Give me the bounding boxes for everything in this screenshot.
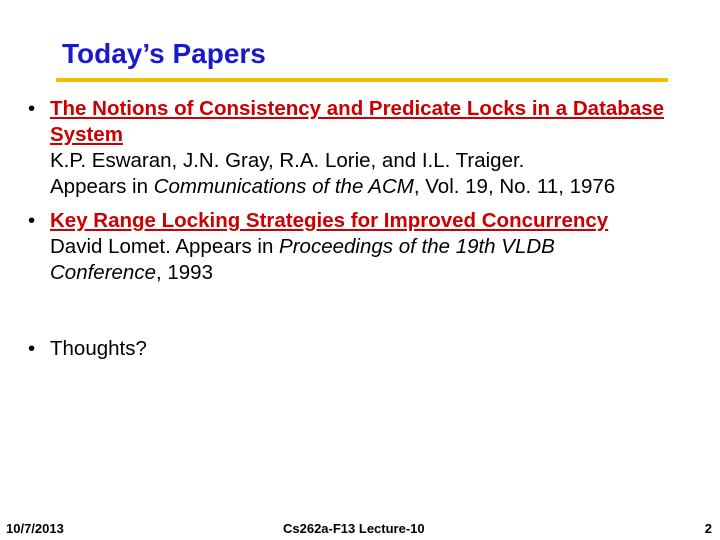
- paper-venue: Proceedings of the 19th VLDB Conference: [50, 235, 555, 284]
- paper-title-link[interactable]: The Notions of Consistency and Predicate Locks in a Database System: [50, 97, 665, 146]
- paper-authors: K.P. Eswaran, J.N. Gray, R.A. Lorie, and I.L. Traiger.: [50, 149, 525, 172]
- spacer: [28, 294, 668, 336]
- paper-details: , 1993: [155, 261, 213, 284]
- paper-bullet-1: [28, 96, 668, 200]
- paper-bullet-2: [28, 208, 668, 286]
- paper-appears-prefix: Appears in: [50, 175, 154, 198]
- paper-venue: Communications of the ACM: [153, 175, 414, 198]
- thoughts-text: Thoughts?: [50, 337, 147, 360]
- footer-page-number: 2: [704, 521, 712, 536]
- footer-date: 10/7/2013: [6, 521, 64, 536]
- thoughts-bullet: [28, 336, 668, 362]
- paper-authors: David Lomet.: [50, 235, 171, 258]
- title-underline-rule: [56, 78, 668, 82]
- bullet-dot: •: [28, 337, 36, 360]
- paper-appears-prefix: Appears in: [170, 235, 280, 258]
- paper-title-link[interactable]: Key Range Locking Strategies for Improved Concurrency: [50, 209, 609, 232]
- footer-course: Cs262a-F13 Lecture-10: [283, 521, 425, 536]
- paper-details: , Vol. 19, No. 11, 1976: [413, 175, 616, 198]
- bullet-list: [28, 96, 668, 370]
- bullet-dot: •: [28, 97, 36, 120]
- slide-title: Today’s Papers: [62, 38, 266, 69]
- bullet-dot: •: [28, 209, 36, 232]
